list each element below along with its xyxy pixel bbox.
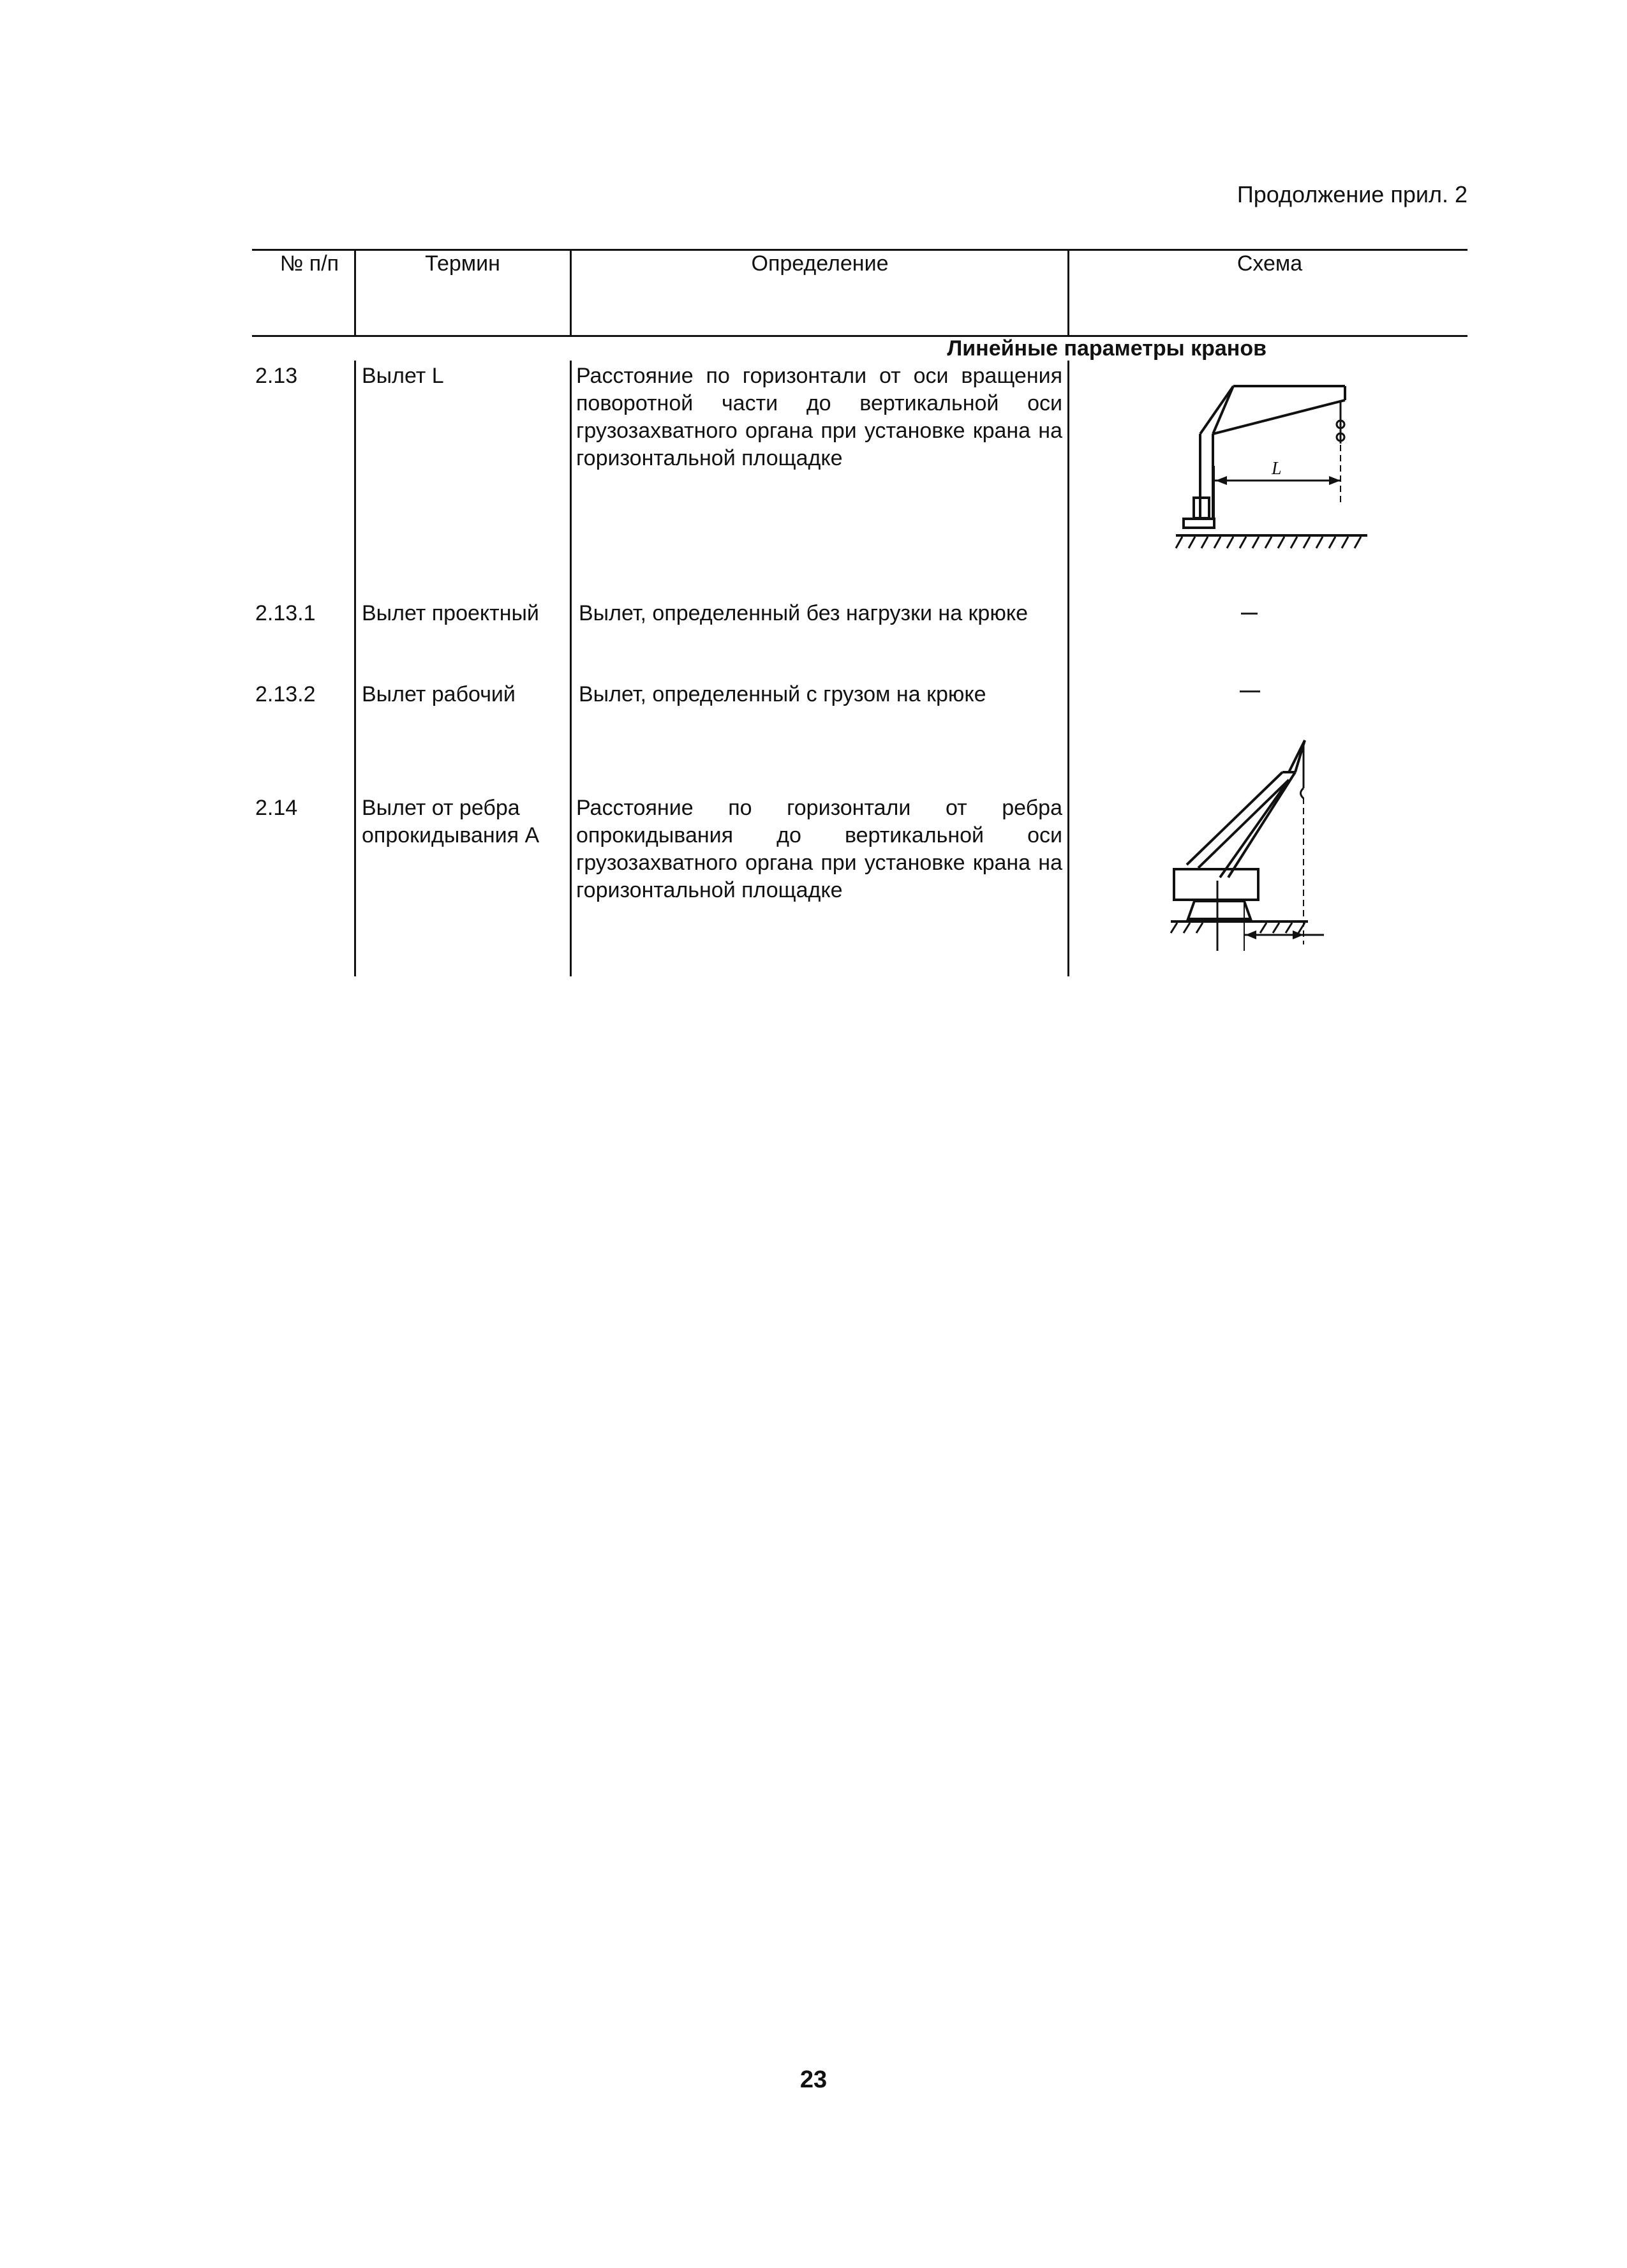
terms-table: [252, 249, 1467, 976]
scheme-dash: [1241, 613, 1258, 615]
crawler-crane-overturn-diagram: [1168, 734, 1359, 951]
column-divider-6: [1067, 361, 1069, 976]
row-number: 2.13: [255, 364, 298, 388]
section-title: Линейные параметры кранов: [947, 336, 1267, 361]
header-definition: Определение: [751, 251, 889, 276]
row-term: Вылет L: [362, 364, 444, 388]
row-term: Вылет рабочий: [362, 682, 516, 706]
scheme-dash: [1240, 690, 1260, 692]
row-definition: Вылет, определенный без нагрузки на крюке: [579, 601, 1029, 625]
column-divider-3: [570, 249, 572, 335]
row-definition: Расстояние по горизонтали от оси вращения поворотной части до вертикальной оси грузозахватного органа при установке крана на горизонтальной площадке: [576, 364, 1062, 470]
row-number: 2.13.2: [255, 682, 316, 706]
crane-reach-diagram: [1176, 386, 1374, 558]
header-term: Термин: [425, 251, 500, 276]
header-number: № п/п: [279, 251, 339, 276]
row-term: Вылет от ребра опрокидывания A: [362, 796, 540, 847]
header-scheme: Схема: [1237, 251, 1303, 276]
row-definition: Вылет, определенный с грузом на крюке: [579, 682, 986, 706]
column-divider-4: [570, 361, 572, 976]
column-divider-1: [354, 249, 356, 335]
page-number: 23: [799, 2066, 828, 2093]
row-number: 2.13.1: [255, 601, 316, 625]
reach-label-l: L: [1272, 459, 1282, 479]
column-divider-5: [1067, 249, 1069, 335]
row-term: Вылет проектный: [362, 601, 539, 625]
column-divider-2: [354, 361, 356, 976]
row-number: 2.14: [255, 796, 298, 820]
page-continuation-label: Продолжение прил. 2: [1237, 181, 1467, 207]
row-definition: Расстояние по горизонтали от ребра опрокидывания до вертикальной оси грузозахватного органа при установке крана на горизонтальной площадке: [576, 796, 1062, 902]
